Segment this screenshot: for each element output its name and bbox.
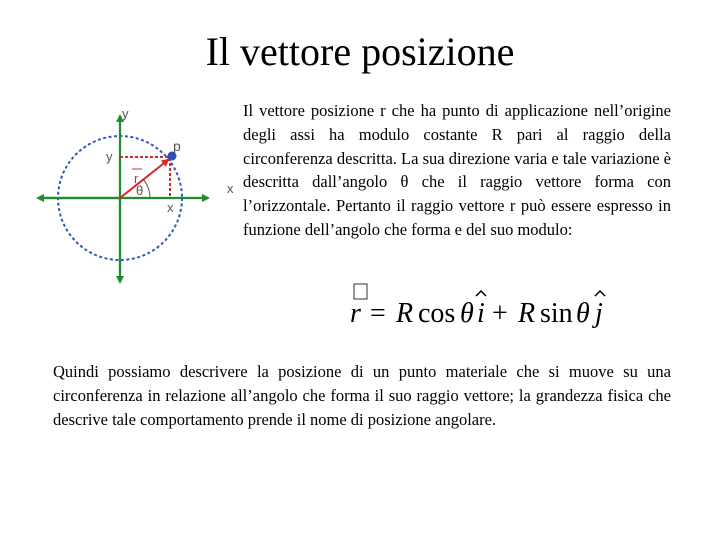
formula-R2: R (518, 298, 536, 329)
projection-y-label: y (106, 149, 113, 164)
formula-sin: sin (540, 298, 573, 329)
formula-cos: cos (418, 298, 456, 329)
position-vector (120, 160, 168, 198)
paragraph-position-vector: Il vettore posizione r che ha punto di applicazione nell’origine degli assi ha modulo costante R pari al raggio della circonferenza descritta. La sua direzione varia e tale variazione è descritta dall’angolo θ che il raggio vettore forma con l’orizzontale. Pertanto il raggio vettore r può essere espresso in funzione dell’angolo che forma e del suo modulo: (243, 101, 671, 239)
position-vector-diagram (30, 100, 245, 290)
axis-x-label: x (227, 181, 234, 196)
angle-arc (143, 179, 150, 198)
point-label: p (173, 138, 181, 154)
slide-title: Il vettore posizione (205, 29, 515, 74)
position-vector-formula (346, 282, 626, 342)
hat-j (595, 291, 605, 296)
angle-label: θ (136, 183, 144, 198)
vector-label: r (134, 171, 139, 186)
formula-j: j (595, 298, 603, 329)
formula-theta2: θ (576, 298, 590, 329)
paragraph-angular-position: Quindi possiamo descrivere la posizione di un punto materiale che si muove su una circonferenza in relazione all’angolo che forma il suo raggio vettore; la grandezza fisica che descrive tale comportamento prende il nome di posizione angolare. (53, 362, 671, 429)
formula-equals: = (370, 298, 386, 329)
hat-i (476, 291, 486, 296)
formula-plus: + (492, 298, 508, 329)
vector-placeholder-box (354, 284, 367, 299)
formula-i: i (477, 298, 485, 329)
formula-r: r (350, 298, 361, 329)
axis-y-label: y (122, 106, 129, 121)
formula-R1: R (396, 298, 414, 329)
formula-theta1: θ (460, 298, 474, 329)
projection-x-label: x (167, 200, 174, 215)
